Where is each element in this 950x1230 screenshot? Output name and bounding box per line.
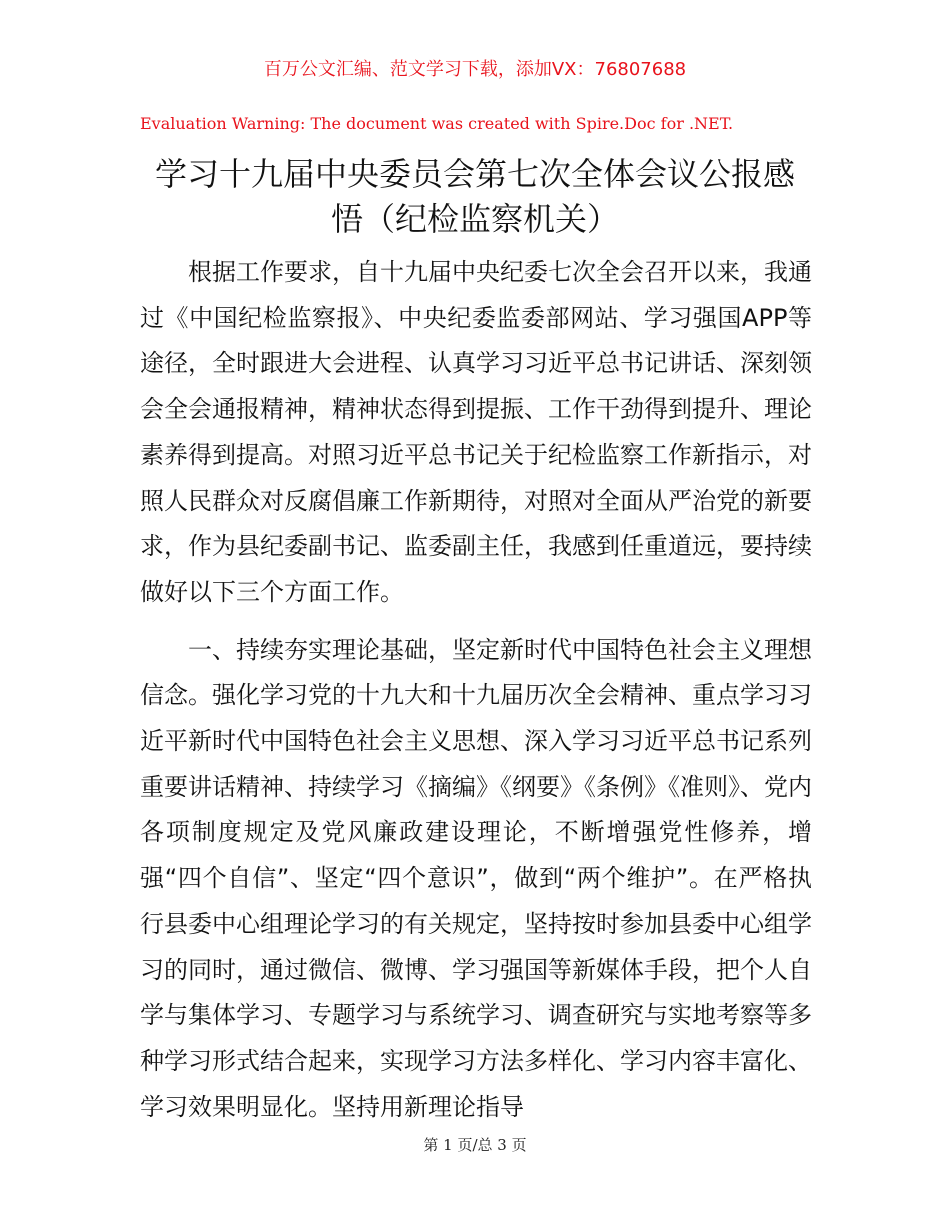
page-number: 第 1 页/总 3 页 (423, 1136, 527, 1154)
title-line-2: 悟（纪检监察机关） (330, 200, 619, 238)
body-paragraph: 根据工作要求，自十九届中央纪委七次全会召开以来，我通过《中国纪检监察报》、中央纪委监委部网站、学习强国APP等途径，全时跟进大会进程、认真学习习近平总书记讲话、深刻领会全会通报精神，精神状态得到提振、工作干劲得到提升、理论素养得到提高。对照习近平总书记关于纪检监察工作新指示，对照人民群众对反腐倡廉工作新期待，对照对全面从严治党的新要求，作为县纪委副书记、监委副主任，我感到任重道远，要持续做好以下三个方面工作。 (140, 258, 812, 606)
body-paragraph: 一、持续夯实理论基础，坚定新时代中国特色社会主义理想信念。强化学习党的十九大和十九届历次全会精神、重点学习习近平新时代中国特色社会主义思想、深入学习习近平总书记系列重要讲话精神、持续学习《摘编》《纲要》《条例》《准则》、党内各项制度规定及党风廉政建设理论，不断增强党性修养，增强“四个自信”、坚定“四个意识”，做到“两个维护”。在严格执行县委中心组理论学习的有关规定，坚持按时参加县委中心组学习的同时，通过微信、微博、学习强国等新媒体手段，把个人自学与集体学习、专题学习与系统学习、调查研究与实地考察等多种学习形式结合起来，实现学习方法多样化、学习内容丰富化、学习效果明显化。坚持用新理论指导 (140, 635, 812, 1121)
title-line-1: 学习十九届中央委员会第七次全体会议公报感 (154, 155, 795, 193)
document-title (100, 152, 850, 242)
promo-banner: 百万公文汇编、范文学习下载，添加VX：76807688 (263, 59, 687, 80)
evaluation-warning: Evaluation Warning: The document was created with Spire.Doc for .NET. (140, 114, 734, 133)
document-body (140, 250, 812, 1130)
